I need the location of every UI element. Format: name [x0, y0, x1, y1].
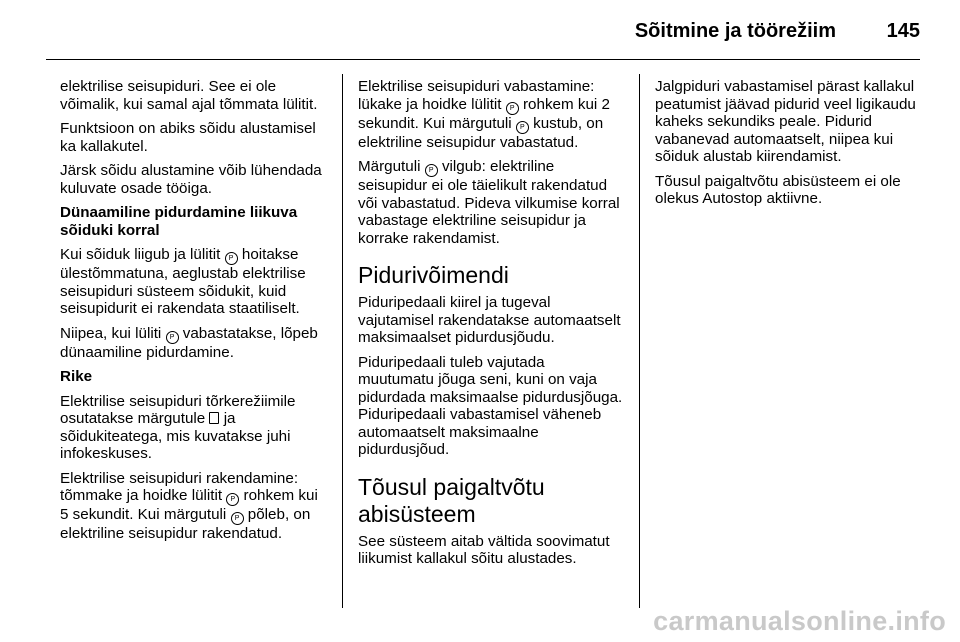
paragraph: Elektrilise seisupiduri vabastamine: lükake ja hoidke lülitit P rohkem kui 2 sekundit. Kui märgutuli P kustub, on elektriline seisupidur vabastatud.	[358, 78, 610, 151]
subheading-dynamic-braking: Dünaamiline pidurdamine liikuva sõiduki korral	[60, 204, 298, 239]
paragraph: Järsk sõidu alustamine võib lühendada kuluvate osade tööiga.	[60, 162, 322, 197]
paragraph: Elektrilise seisupiduri rakendamine: tõmmake ja hoidke lülitit P rohkem kui 5 sekundit. Kui märgutuli P põleb, on elektriline seisupidur rakendatud.	[60, 469, 318, 542]
paragraph: Piduripedaali tuleb vajutada muutumatu jõuga seni, kuni on vaja pidurdada maksimaalse pidurdusjõuga. Piduripedaali vabastamisel väheneb automaatselt maksimaalne pidurdusjõud.	[358, 353, 623, 458]
column-1	[60, 78, 326, 550]
paragraph: Piduripedaali kiirel ja tugeval vajutamisel rakendatakse automaatselt maksimaalset pidurdusjõudu.	[358, 294, 621, 346]
watermark: carmanualsonline.info	[653, 606, 946, 636]
parking-brake-switch-icon: P	[225, 252, 238, 265]
warning-small-icon	[209, 412, 219, 424]
subheading-fault: Rike	[60, 368, 93, 385]
header-rule	[46, 59, 920, 60]
paragraph: See süsteem aitab vältida soovimatut liikumist kallakul sõitu alustades.	[358, 532, 610, 567]
running-title: Sõitmine ja töörežiim	[634, 20, 836, 42]
heading-hill-start-assist: Tõusul paigaltvõtu abisüsteem	[358, 473, 545, 527]
paragraph: Kui sõiduk liigub ja lülitit P hoitakse ülestõmmatuna, aeglustab elektrilise seisupiduri süsteem sõidukit, kuid seisupidurit ei rakendata staatiliselt.	[60, 246, 306, 317]
parking-brake-lamp-icon: P	[516, 121, 529, 134]
parking-brake-switch-icon: P	[166, 331, 179, 344]
column-2	[358, 78, 624, 575]
paragraph: Elektrilise seisupiduri tõrkerežiimile osutatakse märgutule ja sõidukiteatega, mis kuvatakse juhi infokeskuses.	[60, 392, 296, 462]
parking-brake-lamp-icon: P	[231, 512, 244, 525]
column-3	[655, 78, 925, 215]
paragraph: Märgutuli P vilgub: elektriline seisupidur ei ole täielikult rakendatud või vabastatud. Pideva vilkumise korral vabastage elektriline seisupidur ja korrake rakendamist.	[358, 158, 620, 247]
page-number: 145	[886, 20, 920, 42]
page-header	[0, 0, 960, 62]
column-divider-1	[342, 74, 343, 608]
parking-brake-switch-icon: P	[226, 493, 239, 506]
column-divider-2	[639, 74, 640, 608]
paragraph: Tõusul paigaltvõtu abisüsteem ei ole olekus Autostop aktiivne.	[655, 172, 901, 207]
parking-brake-lamp-icon: P	[425, 164, 438, 177]
paragraph: Funktsioon on abiks sõidu alustamisel ka kallakutel.	[60, 120, 316, 155]
parking-brake-switch-icon: P	[506, 102, 519, 115]
heading-brake-assist: Pidurivõimendi	[358, 262, 509, 288]
paragraph: elektrilise seisupiduri. See ei ole võimalik, kui samal ajal tõmmata lülitit.	[60, 78, 318, 113]
paragraph: Jalgpiduri vabastamisel pärast kallakul peatumist jäävad pidurid veel ligikaudu kaheks sekundiks peale. Pidurid vabanevad automaatselt, niipea kui sõiduk alustab kiirendamist.	[655, 78, 916, 165]
paragraph: Niipea, kui lüliti P vabastatakse, lõpeb dünaamiline pidurdamine.	[60, 324, 318, 361]
